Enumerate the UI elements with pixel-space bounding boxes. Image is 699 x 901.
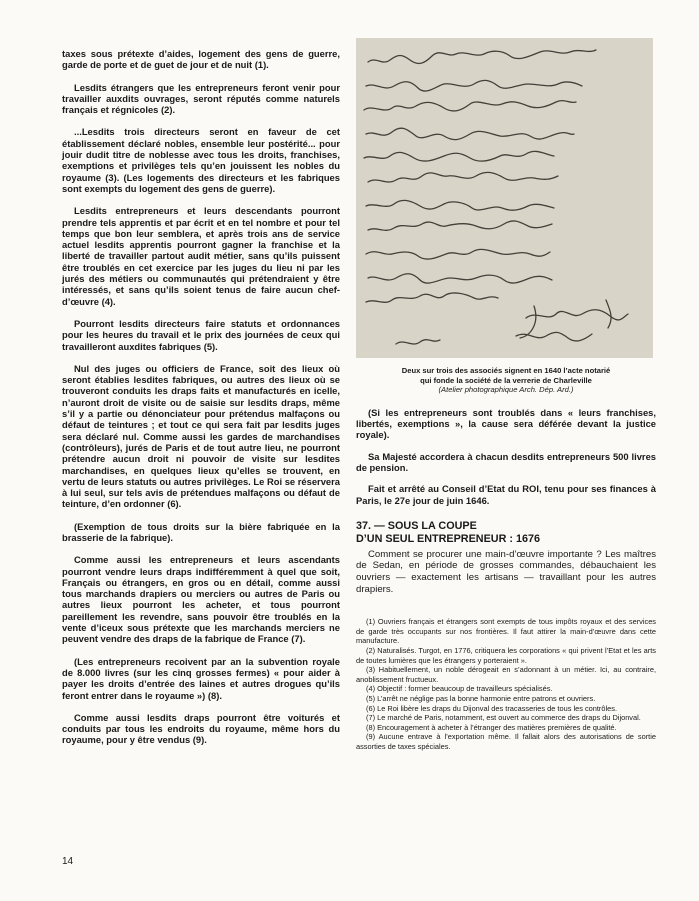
right-column bbox=[356, 38, 656, 752]
left-paragraph-4: Lesdits entrepreneurs et leurs descendants pourront prendre tels apprentis et par écrit et en tel nombre et pour tel temps que bon leur semblera, et après trois ans de service actuel lesdits apprentis pourront gagner la franchise et la liberté de travailler partout audit métier, sans qu’ils puissent être troublés en cet exercice par les juges du lieu ni par les jurés des métiers ou communautés qui prétendraient y être intéressés, et sans qu’ils soient tenus de faire aucun chef-d’œuvre (4). bbox=[62, 205, 340, 307]
right-text bbox=[356, 407, 656, 506]
footnote-4: (4) Objectif : former beaucoup de travailleurs spécialisés. bbox=[366, 684, 553, 694]
section-title bbox=[356, 520, 656, 546]
page-number: 14 bbox=[62, 856, 74, 867]
left-paragraph-1: taxes sous prétexte d’aides, logement des gens de guerre, garde de porte et de guet de jour et de nuit (1). bbox=[62, 48, 340, 71]
left-paragraph-8: Comme aussi les entrepreneurs et leurs ascendants pourront vendre leurs draps indifféremment à quel que soit, Français ou étrangers, en gros ou en détail, comme aussi tous marchands drapiers ou merciers ou autres de Paris ou autres lieux pourront les acheter, et tous pourront pareillement les revendre, sans pouvoir être troublés en la vente d’iceux sous prétexte que les marchands merciers ne peuvent vendre des draps de la fabrique de France (7). bbox=[62, 554, 340, 645]
figure-caption bbox=[356, 366, 656, 395]
section-title-line-1: 37. — SOUS LA COUPE bbox=[356, 519, 477, 532]
left-paragraph-2: Lesdits étrangers que les entrepreneurs feront venir pour travailler auxdits ouvrages, seront réputés comme naturels français et régnicoles (2). bbox=[62, 81, 340, 116]
caption-line-1: Deux sur trois des associés signent en 1640 l’acte notarié bbox=[401, 366, 611, 375]
caption-line-2: qui fonde la société de la verrerie de Charleville bbox=[420, 375, 592, 385]
right-paragraph-1: (Si les entrepreneurs sont troublés dans « leurs franchises, libertés, exemptions », la cause sera déférée devant la justice royale). bbox=[356, 406, 656, 441]
footnote-2: (2) Naturalisés. Turgot, en 1776, critiquera les corporations « qui privent l’Etat et les arts de toutes lumières que les étrangers y porteraient ». bbox=[356, 646, 656, 665]
right-paragraph-2: Sa Majesté accordera à chacun desdits entrepreneurs 500 livres de pension. bbox=[356, 450, 656, 473]
footnote-5: (5) L’arrêt ne néglige pas la bonne harmonie entre patrons et ouvriers. bbox=[366, 693, 596, 703]
left-paragraph-10: Comme aussi lesdits draps pourront être voiturés et conduits par tous les endroits du royaume, même hors du royaume, pour y être vendus (9). bbox=[62, 711, 340, 746]
left-paragraph-9: (Les entrepreneurs recoivent par an la subvention royale de 8.000 livres (sur les cinq grosses fermes) « pour aider à payer les droits d’entrée des laines et autres drogues qu’ils feront entrer dans le royaume ») (8). bbox=[62, 655, 340, 701]
footnote-8: (8) Encouragement à acheter à l’étranger des matières premières de qualité. bbox=[366, 722, 617, 732]
footnote-1: (1) Ouvriers français et étrangers sont exempts de tous impôts royaux et des services de garde très occupants sur nos frontières. Il faut attirer la main-d’œuvre dans cette manufacture. bbox=[356, 617, 656, 646]
manuscript-image bbox=[356, 38, 653, 358]
footnote-9: (9) Aucune entrave à l’exportation même. Il fallait alors des autorisations de sortie assorties de taxes spéciales. bbox=[356, 732, 656, 751]
footnote-6: (6) Le Roi libère les draps du Dijonval des tracasseries de tous les contrôles. bbox=[366, 703, 617, 713]
caption-credit: (Atelier photographique Arch. Dép. Ard.) bbox=[438, 385, 574, 395]
right-paragraph-3: Fait et arrêté au Conseil d’Etat du ROI, tenu pour ses finances à Paris, le 27e jour de juin 1646. bbox=[356, 483, 656, 506]
footnote-3: (3) Habituellement, un noble dérogeait en s’adonnant à un métier. Ici, au contraire, anoblissement fructueux. bbox=[356, 665, 656, 684]
left-paragraph-7: (Exemption de tous droits sur la bière fabriquée en la brasserie de la fabrique). bbox=[62, 520, 340, 543]
left-column bbox=[62, 48, 340, 757]
footnote-7: (7) Le marché de Paris, notamment, est ouvert au commerce des draps du Dijonval. bbox=[366, 713, 641, 723]
left-paragraph-5: Pourront lesdits directeurs faire statuts et ordonnances pour les heures du travail et le prix des journées de ceux qui travailleront auxdites fabriques (5). bbox=[62, 317, 340, 352]
left-paragraph-6: Nul des juges ou officiers de France, soit des lieux où seront établies lesdites fabriques, ou autres des lieux où se trouveront conduits les draps faits et manufacturés en icelle, n’auront droit de visite ou de saisie sur lesdits draps, même s’il y a partie ou dénonciateur pour prétendus malfaçons ou défaut de teintures ; et tout ce qui sera fait par lesdits juges sera déclaré nul. Comme aussi les gardes de marchandises (contrôleurs), jurés de Paris et de tout autre lieu, ne pourront prétendre aucun droit ni pouvoir de visite sur lesdites marchandises, en quelques lieux qu’elles se trouvent, en vertu de leurs statuts ou autres privilèges. Le Roi se réservera à lui seul, sur tels avis de prétendues malfaçons ou défaut de teinture, d’en ordonner (6). bbox=[62, 362, 340, 510]
footnotes bbox=[356, 617, 656, 751]
section-title-line-2: D’UN SEUL ENTREPRENEUR : 1676 bbox=[356, 532, 540, 545]
handwriting-illustration bbox=[356, 38, 653, 358]
section-intro: Comment se procurer une main-d’œuvre importante ? Les maîtres de Sedan, en période de grosses commandes, débauchaient les ouvriers — exactement les artisans — travaillant pour les autres drapiers. bbox=[356, 548, 656, 595]
left-paragraph-3: ...Lesdits trois directeurs seront en faveur de cet établissement déclaré nobles, ensemble leur postérité... pour jouir dudit titre de noblesse avec tous les droits, franchises, exemptions et privilèges tels qu’en jouissent les nobles du royaume (3). (Les logements des directeurs et les fabriques sont exempts du logement des gens de guerre). bbox=[62, 126, 340, 194]
